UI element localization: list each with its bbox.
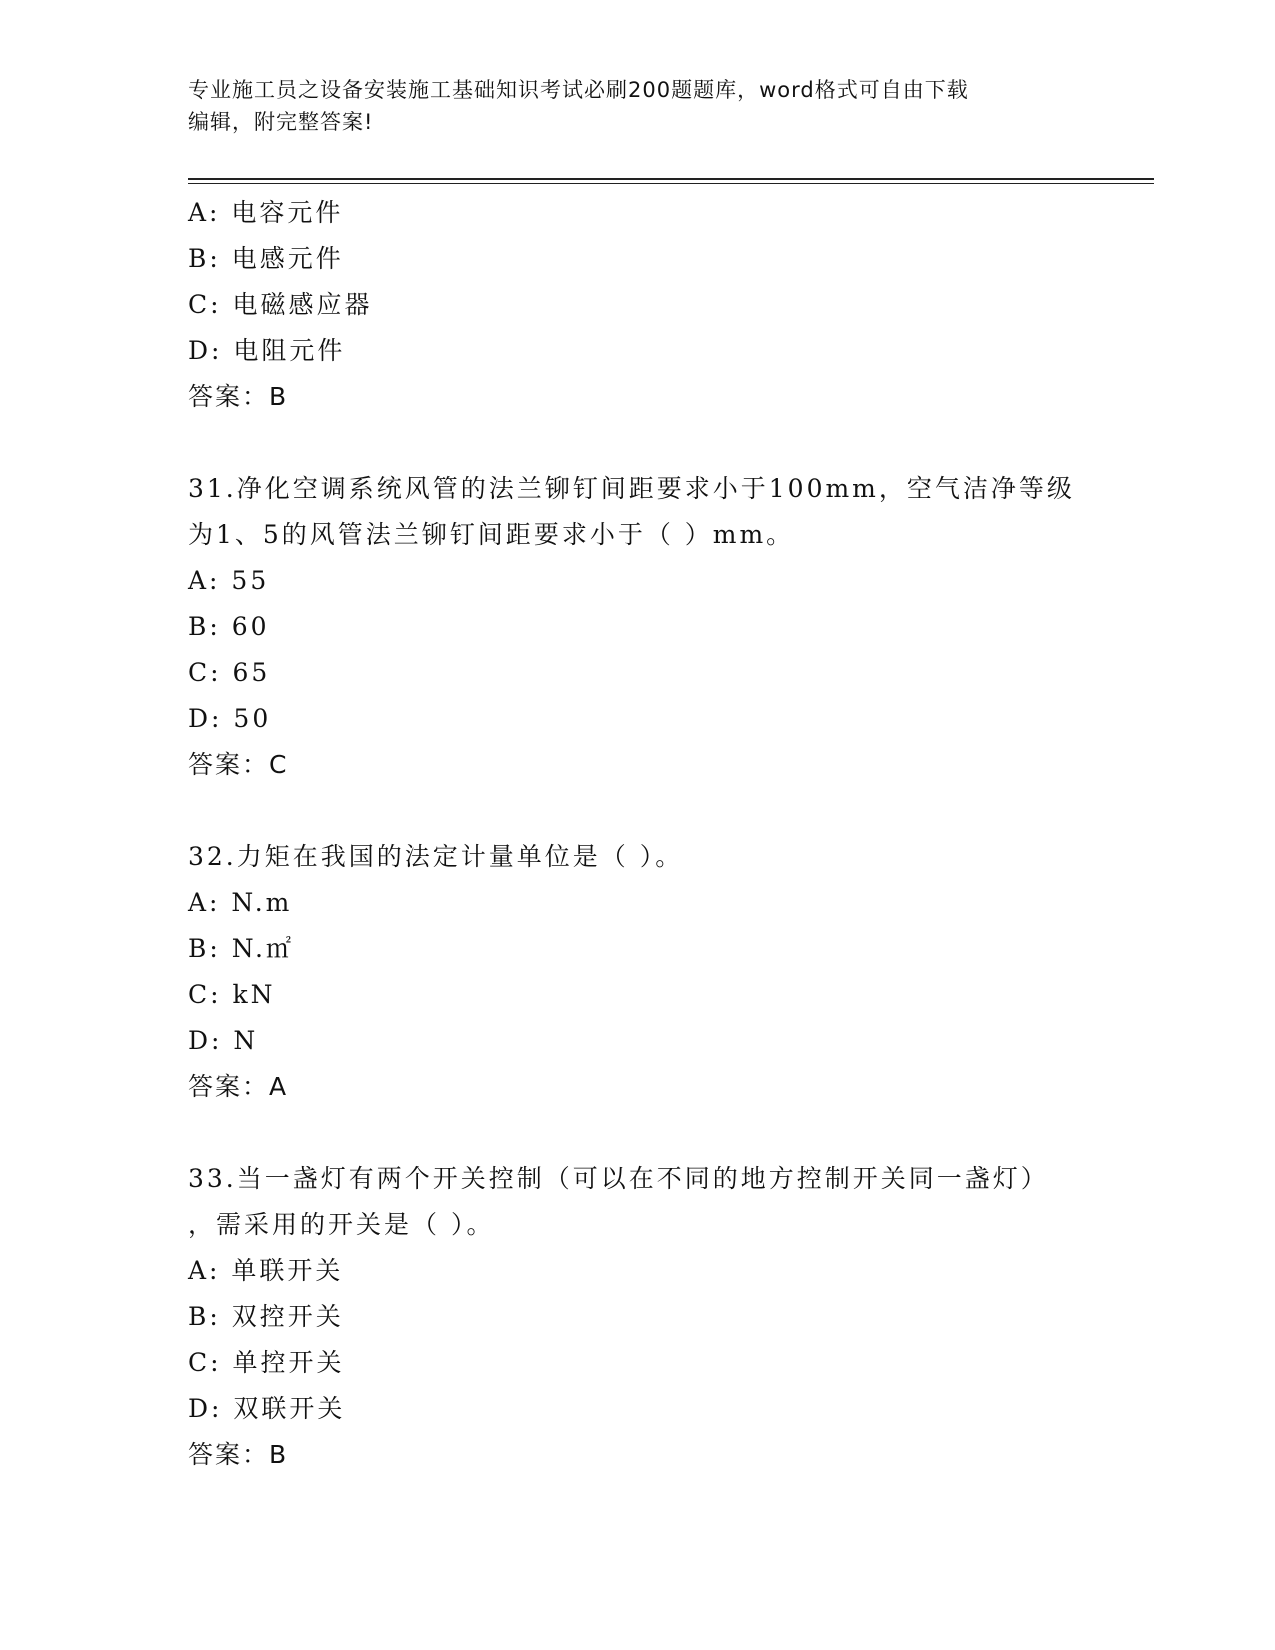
page-header — [188, 74, 1088, 138]
answer-line: 答案：C — [188, 750, 289, 779]
option-d: D: N — [188, 1026, 259, 1055]
question-text-line1: 33.当一盏灯有两个开关控制（可以在不同的地方控制开关同一盏灯） — [188, 1164, 1049, 1193]
option-b: B: 60 — [188, 612, 270, 641]
option-d: D: 50 — [188, 704, 272, 733]
option-b: B: 电感元件 — [188, 244, 344, 273]
question-text-line2: 为1、5的风管法兰铆钉间距要求小于（ ）mm。 — [188, 520, 795, 549]
question-31 — [188, 466, 1088, 788]
option-a: A: 55 — [188, 566, 270, 595]
header-divider-thick — [188, 178, 1154, 180]
option-c: C: 单控开关 — [188, 1348, 345, 1377]
question-33 — [188, 1156, 1088, 1478]
header-divider-thin — [188, 183, 1154, 184]
question-text-line1: 32.力矩在我国的法定计量单位是（ ）。 — [188, 842, 684, 871]
header-title-line2: 编辑，附完整答案! — [188, 110, 374, 134]
option-c: C: 65 — [188, 658, 271, 687]
question-32 — [188, 834, 1088, 1110]
answer-line: 答案：B — [188, 1440, 289, 1469]
question-30-tail — [188, 190, 1088, 420]
option-c: C: 电磁感应器 — [188, 290, 373, 319]
answer-line: 答案：B — [188, 382, 289, 411]
option-d: D: 双联开关 — [188, 1394, 346, 1423]
option-a: A: 单联开关 — [188, 1256, 344, 1285]
question-list — [188, 190, 1088, 1478]
option-a: A: N.m — [188, 888, 293, 917]
option-b: B: 双控开关 — [188, 1302, 344, 1331]
spacer — [188, 788, 1088, 834]
header-title-line1: 专业施工员之设备安装施工基础知识考试必刷200题题库，word格式可自由下载 — [188, 78, 969, 102]
spacer — [188, 420, 1088, 466]
option-b: B: N.㎡ — [188, 934, 294, 963]
spacer — [188, 1110, 1088, 1156]
option-a: A: 电容元件 — [188, 198, 344, 227]
question-text-line1: 31.净化空调系统风管的法兰铆钉间距要求小于100mm，空气洁净等级 — [188, 474, 1075, 503]
option-d: D: 电阻元件 — [188, 336, 346, 365]
answer-line: 答案：A — [188, 1072, 289, 1101]
question-text-line2: ，需采用的开关是（ ）。 — [188, 1210, 495, 1239]
option-c: C: kN — [188, 980, 276, 1009]
